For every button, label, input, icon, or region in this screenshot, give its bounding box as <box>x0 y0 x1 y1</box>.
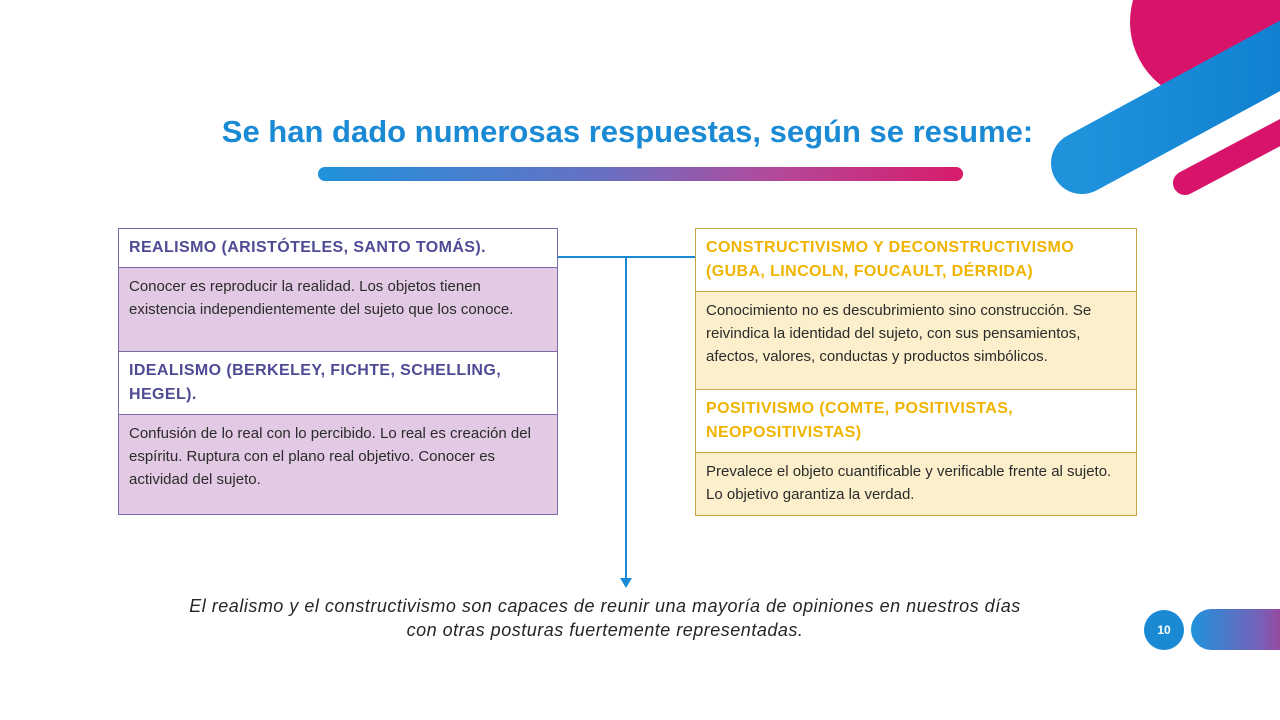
realismo-heading: REALISMO (ARISTÓTELES, SANTO TOMÁS). <box>119 229 557 268</box>
constructivismo-description: Conocimiento no es descubrimiento sino construcción. Se reivindica la identidad del sujeto, con sus pensamientos, afectos, valores, conductas y productos simbólicos. <box>696 292 1136 390</box>
conclusion-text: El realismo y el constructivismo son capaces de reunir una mayoría de opiniones en nuestros días con otras posturas fuertemente representadas. <box>189 596 1021 640</box>
positivismo-description: Prevalece el objeto cuantificable y verificable frente al sujeto. Lo objetivo garantiza la verdad. <box>696 453 1136 515</box>
realismo-description: Conocer es reproducir la realidad. Los objetos tienen existencia independientemente del sujeto que los conoce. <box>119 268 557 352</box>
slide-title: Se han dado numerosas respuestas, según se resume: <box>221 114 1034 149</box>
positivismo-heading: POSITIVISMO (COMTE, POSITIVISTAS, NEOPOSITIVISTAS) <box>696 390 1136 453</box>
page-number-badge: 10 <box>1144 610 1184 650</box>
idealismo-description: Confusión de lo real con lo percibido. Lo real es creación del espíritu. Ruptura con el plano real objetivo. Conocer es actividad del sujeto. <box>119 415 557 514</box>
arrow-head-icon <box>620 578 632 588</box>
constructivismo-heading: CONSTRUCTIVISMO Y DECONSTRUCTIVISMO (GUBA, LINCOLN, FOUCAULT, DÉRRIDA) <box>696 229 1136 292</box>
idealismo-heading: IDEALISMO (BERKELEY, FICHTE, SCHELLING, HEGEL). <box>119 352 557 415</box>
page-number-bar <box>1191 609 1280 650</box>
